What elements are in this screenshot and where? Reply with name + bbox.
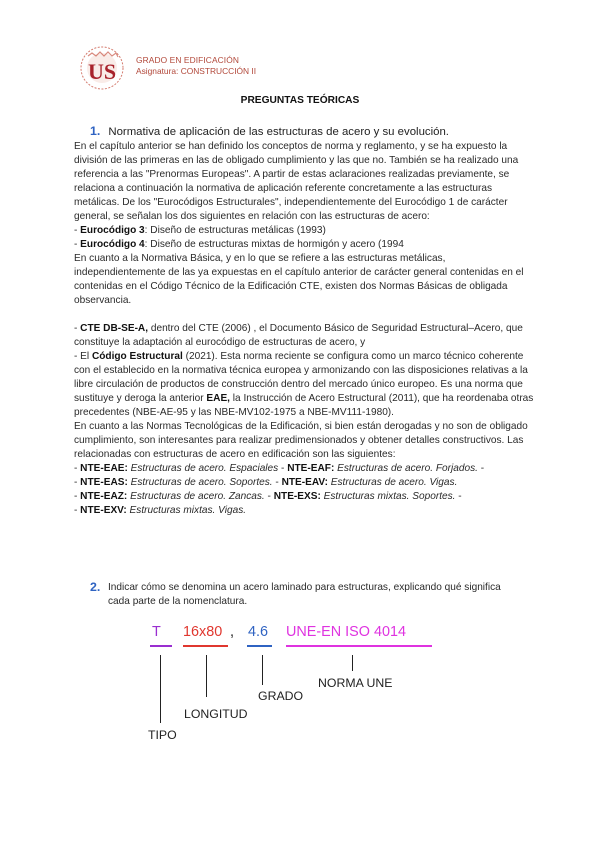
nte-desc: Estructuras mixtas. Vigas. xyxy=(129,505,247,516)
length-pointer-line xyxy=(206,655,207,697)
tipo-label: TIPO xyxy=(148,728,177,742)
nte-desc: Estructuras de acero. Vigas. xyxy=(330,477,458,488)
degree-name: GRADO EN EDIFICACIÓN xyxy=(136,55,239,65)
nte-code: NTE-EAE: xyxy=(80,463,128,474)
eurocode-4-text: : Diseño de estructuras mixtas de hormigón y acero (1994 xyxy=(144,239,404,250)
question-2-text: Indicar cómo se denomina un acero laminado para estructuras, explicando qué significa cada parte de la nomenclatura. xyxy=(108,582,501,607)
header-block xyxy=(136,55,256,77)
eurocode-4-item: - Eurocódigo 4: Diseño de estructuras mixtas de hormigón y acero (1994 xyxy=(74,239,404,250)
question-1-body xyxy=(74,140,534,518)
norma-label: NORMA UNE xyxy=(318,676,393,690)
norm-code: UNE-EN ISO 4014 xyxy=(286,624,406,640)
eurocode-4-label: Eurocódigo 4 xyxy=(80,239,145,250)
nte-list: - NTE-EAE: Estructuras de acero. Espaciales - NTE-EAF: Estructuras de acero. Forjados. - - NTE-EAS: Estructuras de acero. Soportes. - NTE-EAV: Estructuras de acero. Vigas. - NTE-EAZ: Estructuras de acero. Zancas. - NTE-EXS: Estructuras mixtas. Soportes. - - NTE-EXV: Estructuras mixtas. Vigas. xyxy=(74,463,485,516)
university-logo xyxy=(74,44,130,92)
eurocode-3-label: Eurocódigo 3 xyxy=(80,225,145,236)
longitud-label: LONGITUD xyxy=(184,707,248,721)
nte-code: NTE-EXV: xyxy=(80,505,127,516)
codigo-estructural-item xyxy=(74,350,534,420)
question-2 xyxy=(90,581,520,609)
nte-desc: Estructuras de acero. Soportes. xyxy=(130,477,273,488)
norm-underline xyxy=(286,645,432,647)
separator: , xyxy=(230,624,234,640)
nte-code: NTE-EAZ: xyxy=(80,491,128,502)
grado-label: GRADO xyxy=(258,689,304,703)
nte-code: NTE-EXS: xyxy=(273,491,321,502)
nte-desc: Estructuras mixtas. Soportes. xyxy=(323,491,456,502)
ce-label: Código Estructural xyxy=(91,351,183,362)
grade-underline xyxy=(247,645,272,647)
nte-desc: Estructuras de acero. Forjados. xyxy=(337,463,478,474)
page-title: PREGUNTAS TEÓRICAS xyxy=(240,95,360,106)
eurocode-3-item: - Eurocódigo 3: Diseño de estructuras metálicas (1993) xyxy=(74,225,326,236)
nte-code: NTE-EAF: xyxy=(287,463,335,474)
ce-text-2: la Instrucción de Acero Estructural (2011), que ha reordenaba otras precedentes (NBE-AE-95 y las NBE-MV102-1975 a NBE-MV111-1980). xyxy=(74,393,534,418)
nte-code: NTE-EAS: xyxy=(80,477,128,488)
nte-code: NTE-EAV: xyxy=(281,477,328,488)
type-pointer-line xyxy=(160,655,161,723)
cte-label: CTE DB-SE-A, xyxy=(80,323,149,334)
subject-name: Asignatura: CONSTRUCCIÓN II xyxy=(136,66,257,76)
type-code: T xyxy=(152,624,161,640)
eae-label: EAE, xyxy=(206,393,230,404)
nte-desc: Estructuras de acero. Espaciales xyxy=(130,463,279,474)
nte-desc: Estructuras de acero. Zancas. xyxy=(130,491,265,502)
norm-pointer-line xyxy=(352,655,353,671)
paragraph-nte: En cuanto a las Normas Tecnológicas de la Edificación, si bien están derogadas y no son de obligado cumplimiento, son interesantes para realizar predimensionados y obtener detalles constructivos. Las relacionadas con estructuras de acero en edificación son las siguientes: xyxy=(74,421,528,460)
paragraph-normativa-basica: En cuanto a la Normativa Básica, y en lo que se refiere a las estructuras metálicas, independientemente de las ya expuestas en el capítulo anterior de carácter general contenidas en el contenidas en el Código Técnico de la Edificación CTE, existen dos Normas Básicas de obligada observancia. xyxy=(74,253,524,306)
question-2-number: 2. xyxy=(90,580,101,594)
grade-code: 4.6 xyxy=(248,624,269,640)
eurocode-3-text: : Diseño de estructuras metálicas (1993) xyxy=(144,225,326,236)
question-1-number: 1. xyxy=(90,124,101,138)
length-underline xyxy=(183,645,228,647)
type-underline xyxy=(150,645,172,647)
ce-text: (2021). Esta norma reciente se configura como un marco técnico coherente con el establecido en la normativa técnica europea y armonizando con las disposiciones relativas a la libre circulación de productos de construcción dentro del mercado único europeo. Es una norma que sustituye y deroga la anterior xyxy=(74,351,528,404)
logo-text: US xyxy=(87,59,117,84)
cte-item: - CTE DB-SE-A, dentro del CTE (2006) , el Documento Básico de Seguridad Estructural–Acero, que constituye la adaptación al eurocódigo de estructuras de acero, y xyxy=(74,323,523,348)
question-1-text: Normativa de aplicación de las estructuras de acero y su evolución. xyxy=(108,126,449,138)
ce-prefix: - El xyxy=(74,351,92,362)
grade-pointer-line xyxy=(262,655,263,685)
length-code: 16x80 xyxy=(183,624,223,640)
question-1-heading xyxy=(90,124,449,138)
cte-text: dentro del CTE (2006) , el Documento Básico de Seguridad Estructural–Acero, que constituye la adaptación al eurocódigo de estructuras de acero, y xyxy=(74,323,523,348)
paragraph-intro: En el capítulo anterior se han definido los conceptos de norma y reglamento, y se ha expuesto la división de las primeras en las de obligado cumplimiento y las que no. También se ha realizado una referencia a las "Prenormas Europeas". A partir de estas aclaraciones realizadas previamente, se relaciona a continuación la normativa de aplicación referente concretamente a las estructuras metálicas. De los "Eurocódigos Estructurales", independientemente del Eurocódigo 1 de carácter general, se señalan los dos siguientes en relación con las estructuras de acero: xyxy=(74,141,519,222)
